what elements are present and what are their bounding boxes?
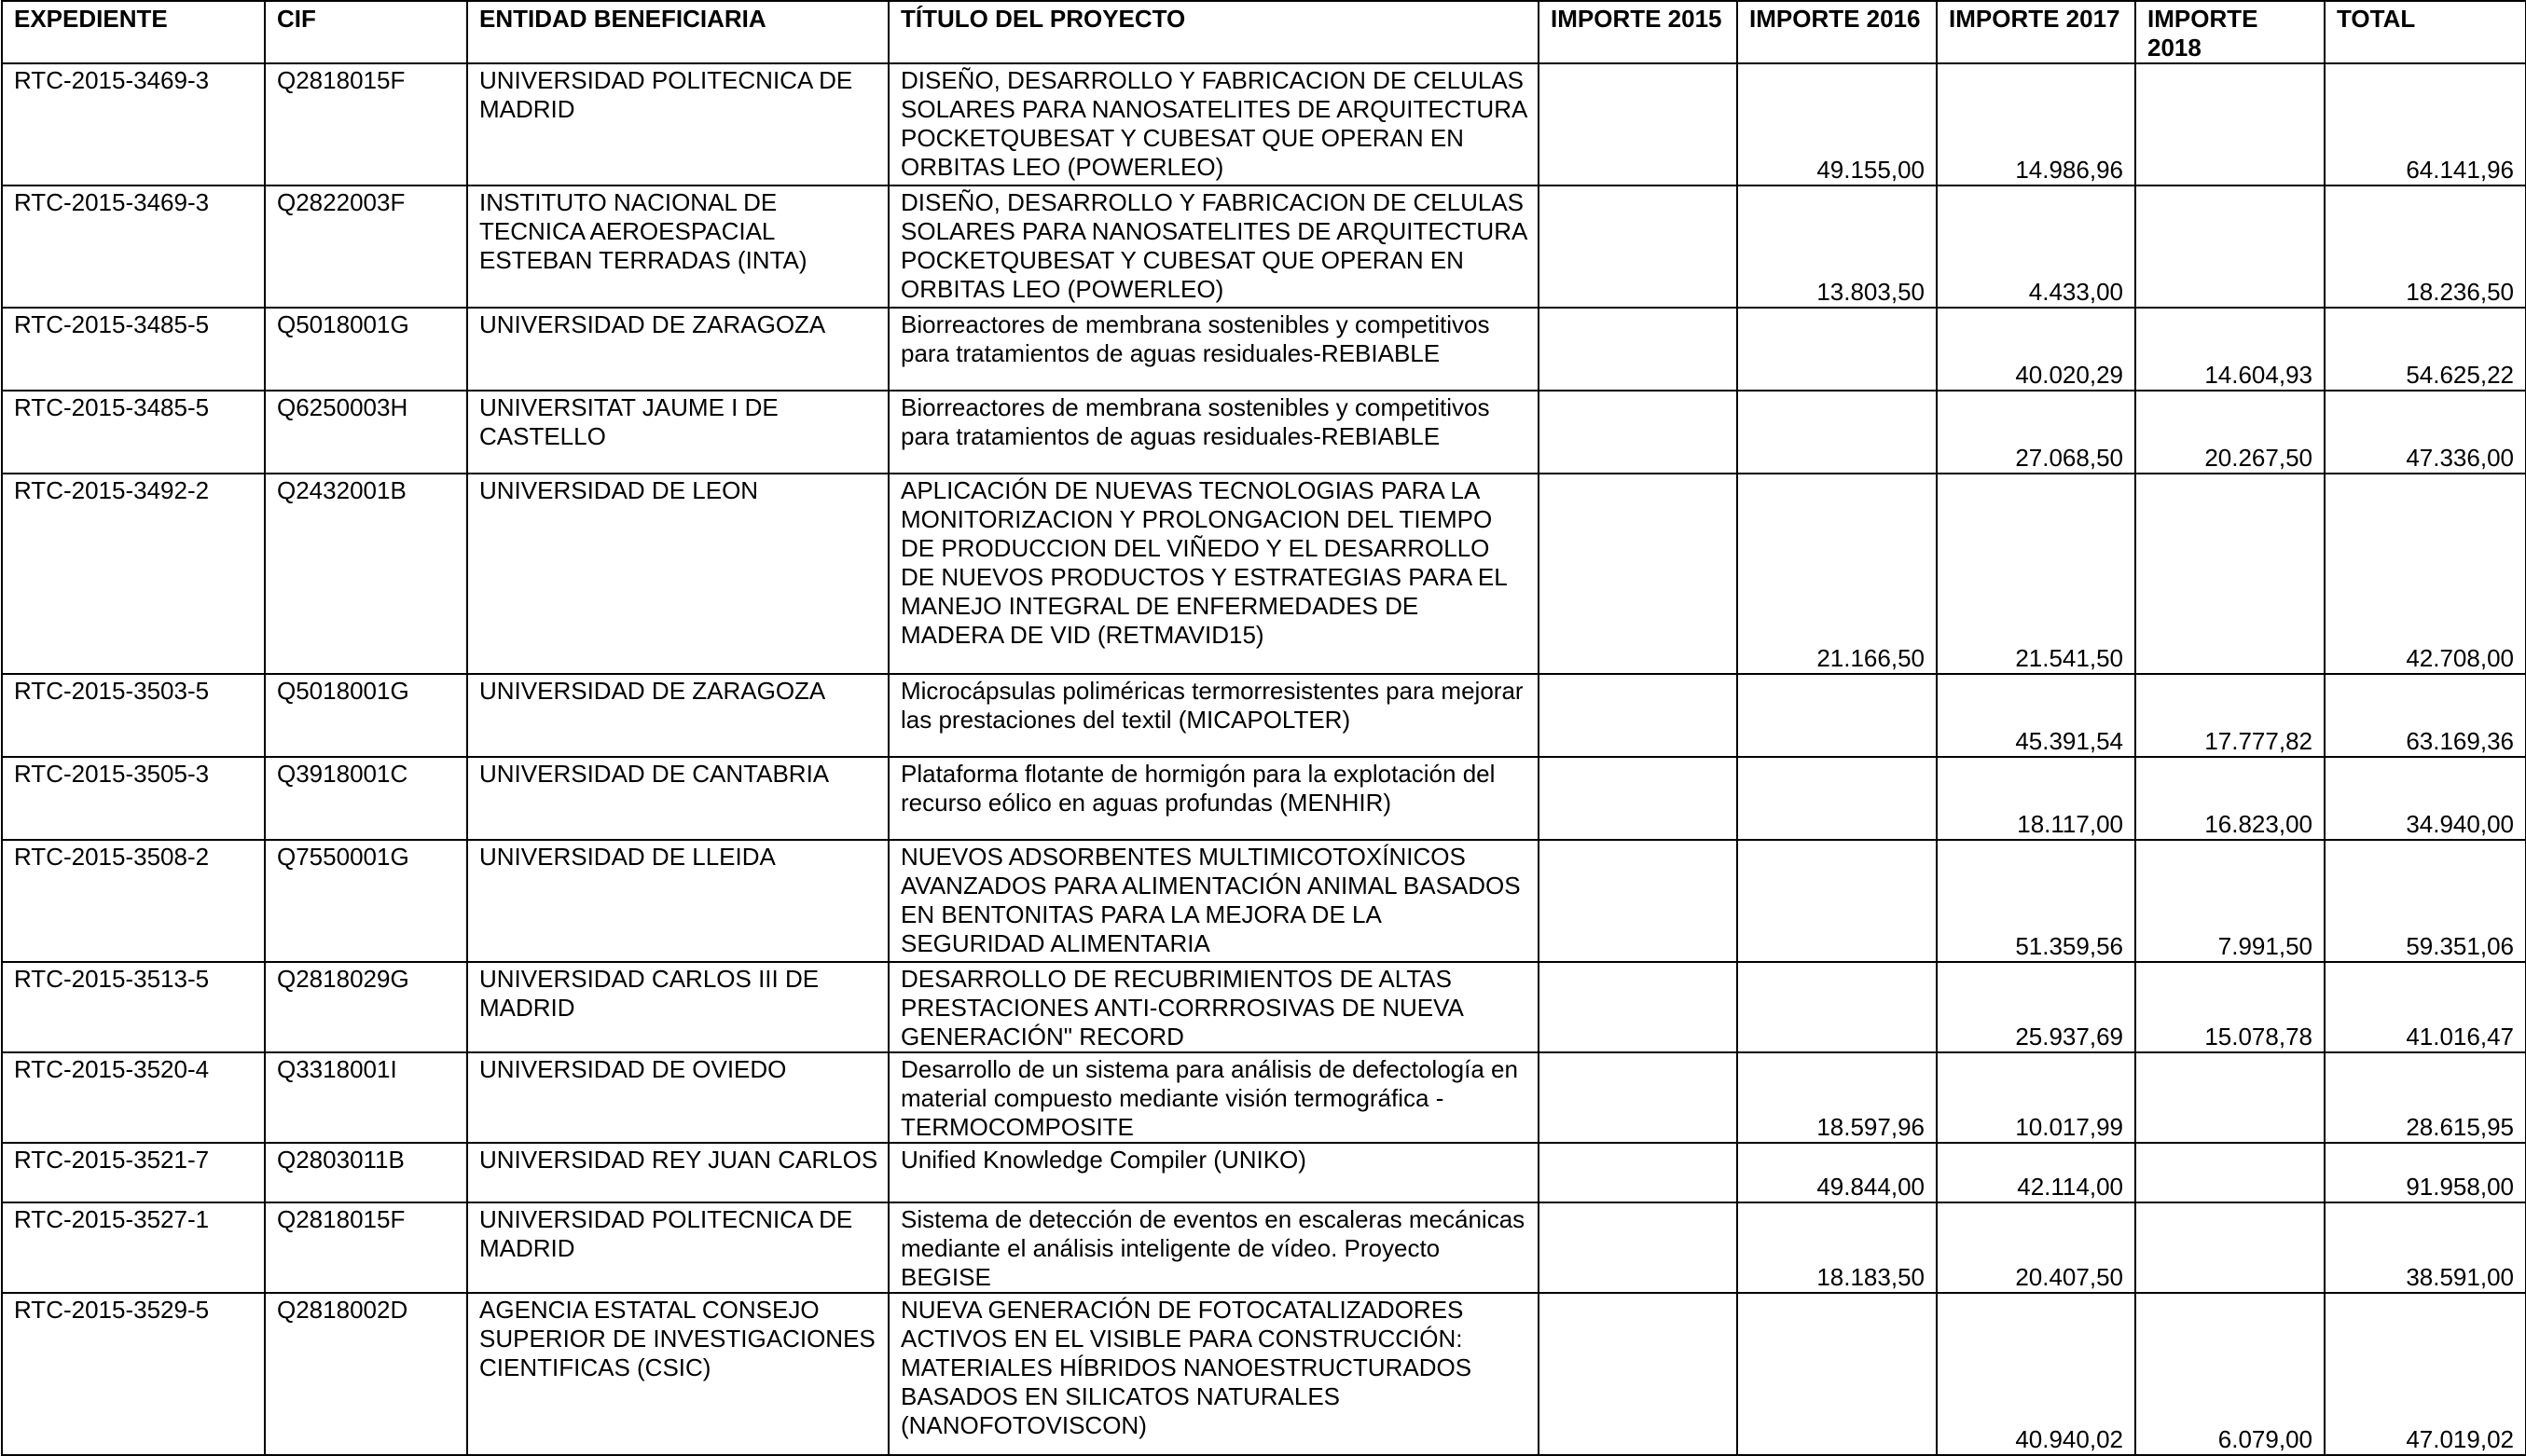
- cell-expediente: RTC-2015-3529-5: [2, 1293, 265, 1455]
- cell-importe-2015: [1539, 1202, 1737, 1293]
- cell-importe-2017: 20.407,50: [1937, 1202, 2135, 1293]
- table-row: [2, 757, 2526, 840]
- cell-titulo: NUEVA GENERACIÓN DE FOTOCATALIZADORES ACTIVOS EN EL VISIBLE PARA CONSTRUCCIÓN: MATERIALES HÍBRIDOS NANOESTRUCTURADOS BASADOS EN SILICATOS NATURALES (NANOFOTOVISCON): [889, 1293, 1539, 1455]
- cell-expediente: RTC-2015-3469-3: [2, 185, 265, 308]
- cell-importe-2016: [1737, 962, 1937, 1052]
- cell-cif: Q2818015F: [265, 1202, 467, 1293]
- header-importe-2017: IMPORTE 2017: [1937, 1, 2135, 63]
- cell-importe-2015: [1539, 474, 1737, 674]
- cell-expediente: RTC-2015-3513-5: [2, 962, 265, 1052]
- cell-importe-2017: 40.940,02: [1937, 1293, 2135, 1455]
- cell-titulo: DISEÑO, DESARROLLO Y FABRICACION DE CELULAS SOLARES PARA NANOSATELITES DE ARQUITECTURA POCKETQUBESAT Y CUBESAT QUE OPERAN EN ORBITAS LEO (POWERLEO): [889, 185, 1539, 308]
- cell-importe-2015: [1539, 185, 1737, 308]
- cell-importe-2015: [1539, 308, 1737, 391]
- cell-importe-2016: [1737, 757, 1937, 840]
- cell-entidad: UNIVERSIDAD REY JUAN CARLOS: [467, 1143, 889, 1202]
- cell-importe-2015: [1539, 962, 1737, 1052]
- cell-importe-2018: 7.991,50: [2135, 840, 2325, 962]
- header-importe-2018: IMPORTE 2018: [2135, 1, 2325, 63]
- table-row: [2, 1143, 2526, 1202]
- cell-importe-2018: [2135, 185, 2325, 308]
- cell-importe-2018: [2135, 1143, 2325, 1202]
- cell-titulo: Unified Knowledge Compiler (UNIKO): [889, 1143, 1539, 1202]
- cell-cif: Q2803011B: [265, 1143, 467, 1202]
- cell-total: 28.615,95: [2325, 1052, 2526, 1143]
- cell-importe-2018: 17.777,82: [2135, 674, 2325, 757]
- cell-entidad: UNIVERSIDAD DE ZARAGOZA: [467, 674, 889, 757]
- table-row: [2, 1052, 2526, 1143]
- cell-importe-2018: 14.604,93: [2135, 308, 2325, 391]
- cell-importe-2016: 49.844,00: [1737, 1143, 1937, 1202]
- grants-table: [1, 0, 2526, 1456]
- cell-cif: Q6250003H: [265, 391, 467, 474]
- cell-titulo: Microcápsulas poliméricas termorresistentes para mejorar las prestaciones del textil (MICAPOLTER): [889, 674, 1539, 757]
- cell-importe-2017: 14.986,96: [1937, 63, 2135, 185]
- cell-titulo: Biorreactores de membrana sostenibles y competitivos para tratamientos de aguas residuales-REBIABLE: [889, 391, 1539, 474]
- cell-importe-2018: 6.079,00: [2135, 1293, 2325, 1455]
- cell-titulo: Biorreactores de membrana sostenibles y competitivos para tratamientos de aguas residuales-REBIABLE: [889, 308, 1539, 391]
- cell-importe-2018: 20.267,50: [2135, 391, 2325, 474]
- cell-expediente: RTC-2015-3520-4: [2, 1052, 265, 1143]
- cell-importe-2016: 18.183,50: [1737, 1202, 1937, 1293]
- header-row: [2, 1, 2526, 63]
- cell-entidad: UNIVERSIDAD POLITECNICA DE MADRID: [467, 1202, 889, 1293]
- cell-total: 47.336,00: [2325, 391, 2526, 474]
- cell-titulo: APLICACIÓN DE NUEVAS TECNOLOGIAS PARA LA MONITORIZACION Y PROLONGACION DEL TIEMPO DE PRODUCCION DEL VIÑEDO Y EL DESARROLLO DE NUEVOS PRODUCTOS Y ESTRATEGIAS PARA EL MANEJO INTEGRAL DE ENFERMEDADES DE MADERA DE VID (RETMAVID15): [889, 474, 1539, 674]
- header-titulo: TÍTULO DEL PROYECTO: [889, 1, 1539, 63]
- table-row: [2, 674, 2526, 757]
- cell-importe-2018: [2135, 474, 2325, 674]
- cell-importe-2015: [1539, 1052, 1737, 1143]
- table-row: [2, 185, 2526, 308]
- cell-importe-2017: 45.391,54: [1937, 674, 2135, 757]
- table-row: [2, 1293, 2526, 1455]
- header-entidad: ENTIDAD BENEFICIARIA: [467, 1, 889, 63]
- header-cif: CIF: [265, 1, 467, 63]
- cell-cif: Q3918001C: [265, 757, 467, 840]
- cell-importe-2016: [1737, 308, 1937, 391]
- cell-importe-2018: [2135, 1052, 2325, 1143]
- cell-titulo: DESARROLLO DE RECUBRIMIENTOS DE ALTAS PRESTACIONES ANTI-CORRROSIVAS DE NUEVA GENERACIÓN" RECORD: [889, 962, 1539, 1052]
- cell-importe-2015: [1539, 674, 1737, 757]
- cell-importe-2016: [1737, 674, 1937, 757]
- cell-importe-2017: 25.937,69: [1937, 962, 2135, 1052]
- cell-importe-2016: 18.597,96: [1737, 1052, 1937, 1143]
- cell-importe-2018: 15.078,78: [2135, 962, 2325, 1052]
- cell-entidad: UNIVERSIDAD DE LEON: [467, 474, 889, 674]
- cell-expediente: RTC-2015-3505-3: [2, 757, 265, 840]
- cell-titulo: Plataforma flotante de hormigón para la explotación del recurso eólico en aguas profundas (MENHIR): [889, 757, 1539, 840]
- cell-entidad: INSTITUTO NACIONAL DE TECNICA AEROESPACIAL ESTEBAN TERRADAS (INTA): [467, 185, 889, 308]
- cell-cif: Q5018001G: [265, 308, 467, 391]
- cell-importe-2017: 40.020,29: [1937, 308, 2135, 391]
- table-row: [2, 1202, 2526, 1293]
- cell-cif: Q2818029G: [265, 962, 467, 1052]
- cell-cif: Q3318001I: [265, 1052, 467, 1143]
- cell-expediente: RTC-2015-3503-5: [2, 674, 265, 757]
- cell-entidad: UNIVERSIDAD DE ZARAGOZA: [467, 308, 889, 391]
- cell-cif: Q2822003F: [265, 185, 467, 308]
- cell-importe-2016: [1737, 840, 1937, 962]
- table-row: [2, 63, 2526, 185]
- cell-cif: Q2432001B: [265, 474, 467, 674]
- cell-importe-2016: 49.155,00: [1737, 63, 1937, 185]
- cell-total: 54.625,22: [2325, 308, 2526, 391]
- cell-entidad: UNIVERSIDAD POLITECNICA DE MADRID: [467, 63, 889, 185]
- cell-expediente: RTC-2015-3492-2: [2, 474, 265, 674]
- cell-cif: Q2818015F: [265, 63, 467, 185]
- cell-total: 18.236,50: [2325, 185, 2526, 308]
- cell-total: 64.141,96: [2325, 63, 2526, 185]
- cell-expediente: RTC-2015-3469-3: [2, 63, 265, 185]
- cell-importe-2015: [1539, 391, 1737, 474]
- cell-importe-2018: 16.823,00: [2135, 757, 2325, 840]
- cell-total: 63.169,36: [2325, 674, 2526, 757]
- cell-importe-2016: 21.166,50: [1737, 474, 1937, 674]
- table-row: [2, 308, 2526, 391]
- table-row: [2, 962, 2526, 1052]
- header-total: TOTAL: [2325, 1, 2526, 63]
- table-row: [2, 840, 2526, 962]
- cell-expediente: RTC-2015-3485-5: [2, 308, 265, 391]
- cell-total: 38.591,00: [2325, 1202, 2526, 1293]
- header-importe-2015: IMPORTE 2015: [1539, 1, 1737, 63]
- cell-entidad: UNIVERSIDAD DE CANTABRIA: [467, 757, 889, 840]
- cell-total: 41.016,47: [2325, 962, 2526, 1052]
- table-row: [2, 474, 2526, 674]
- cell-expediente: RTC-2015-3521-7: [2, 1143, 265, 1202]
- cell-titulo: Desarrollo de un sistema para análisis de defectología en material compuesto mediante visión termográfica - TERMOCOMPOSITE: [889, 1052, 1539, 1143]
- header-importe-2016: IMPORTE 2016: [1737, 1, 1937, 63]
- cell-entidad: UNIVERSIDAD CARLOS III DE MADRID: [467, 962, 889, 1052]
- cell-importe-2017: 4.433,00: [1937, 185, 2135, 308]
- cell-titulo: DISEÑO, DESARROLLO Y FABRICACION DE CELULAS SOLARES PARA NANOSATELITES DE ARQUITECTURA POCKETQUBESAT Y CUBESAT QUE OPERAN EN ORBITAS LEO (POWERLEO): [889, 63, 1539, 185]
- cell-titulo: Sistema de detección de eventos en escaleras mecánicas mediante el análisis inteligente de vídeo. Proyecto BEGISE: [889, 1202, 1539, 1293]
- cell-titulo: NUEVOS ADSORBENTES MULTIMICOTOXÍNICOS AVANZADOS PARA ALIMENTACIÓN ANIMAL BASADOS EN BENTONITAS PARA LA MEJORA DE LA SEGURIDAD ALIMENTARIA: [889, 840, 1539, 962]
- cell-importe-2018: [2135, 63, 2325, 185]
- cell-importe-2017: 21.541,50: [1937, 474, 2135, 674]
- cell-importe-2015: [1539, 1293, 1737, 1455]
- cell-expediente: RTC-2015-3485-5: [2, 391, 265, 474]
- cell-entidad: UNIVERSIDAD DE LLEIDA: [467, 840, 889, 962]
- cell-total: 59.351,06: [2325, 840, 2526, 962]
- cell-importe-2015: [1539, 1143, 1737, 1202]
- cell-importe-2017: 10.017,99: [1937, 1052, 2135, 1143]
- cell-importe-2018: [2135, 1202, 2325, 1293]
- cell-importe-2017: 27.068,50: [1937, 391, 2135, 474]
- cell-importe-2017: 51.359,56: [1937, 840, 2135, 962]
- cell-cif: Q7550001G: [265, 840, 467, 962]
- cell-importe-2017: 18.117,00: [1937, 757, 2135, 840]
- cell-cif: Q2818002D: [265, 1293, 467, 1455]
- cell-total: 47.019,02: [2325, 1293, 2526, 1455]
- cell-importe-2016: 13.803,50: [1737, 185, 1937, 308]
- cell-total: 34.940,00: [2325, 757, 2526, 840]
- cell-cif: Q5018001G: [265, 674, 467, 757]
- table-row: [2, 391, 2526, 474]
- cell-importe-2015: [1539, 840, 1737, 962]
- cell-expediente: RTC-2015-3527-1: [2, 1202, 265, 1293]
- cell-importe-2016: [1737, 1293, 1937, 1455]
- cell-importe-2015: [1539, 757, 1737, 840]
- cell-importe-2017: 42.114,00: [1937, 1143, 2135, 1202]
- cell-importe-2016: [1737, 391, 1937, 474]
- header-expediente: EXPEDIENTE: [2, 1, 265, 63]
- cell-expediente: RTC-2015-3508-2: [2, 840, 265, 962]
- cell-entidad: UNIVERSITAT JAUME I DE CASTELLO: [467, 391, 889, 474]
- cell-total: 91.958,00: [2325, 1143, 2526, 1202]
- cell-entidad: UNIVERSIDAD DE OVIEDO: [467, 1052, 889, 1143]
- cell-total: 42.708,00: [2325, 474, 2526, 674]
- cell-importe-2015: [1539, 63, 1737, 185]
- cell-entidad: AGENCIA ESTATAL CONSEJO SUPERIOR DE INVESTIGACIONES CIENTIFICAS (CSIC): [467, 1293, 889, 1455]
